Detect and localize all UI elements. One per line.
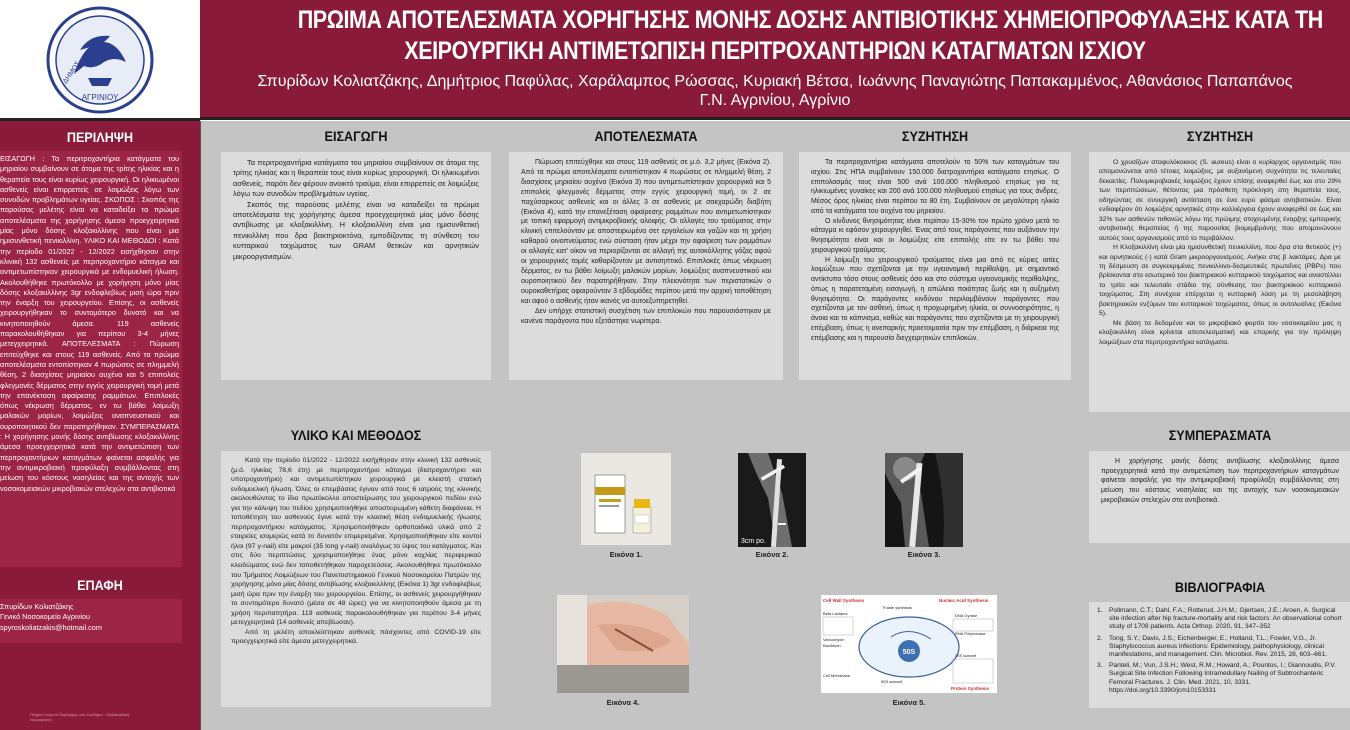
label-dna-gyrase: DNA Gyrase xyxy=(955,613,978,618)
ribosome-label: 50S xyxy=(902,649,916,656)
label-cell-wall: Cell Wall Synthesis xyxy=(823,598,865,603)
figure-5-caption: Εικόνα 5. xyxy=(892,698,926,707)
intro-panel xyxy=(221,152,491,380)
figure-2-caption: Εικόνα 2. xyxy=(755,550,789,559)
contact-box xyxy=(0,599,182,643)
label-30s: 30S subunit xyxy=(955,653,977,658)
conclusions-paragraph: Η χορήγησης μονής δόσης αντιβίωσης κλοξακιλλίνης άμεσα προεγχειρητικά κατά την αντιμετώπιση των περιτροχαντήριων καταγμάτων φαίνεται ασφαλής για την αντιμικροβιακή προφύλαξη συμβάλλοντας στη μείωση του κόστους νοσηλείας και της αντοχής των νοσοκομειακών μικροβιακών στελεχών στα αντιβιοτικά. xyxy=(1101,458,1339,504)
figure-4-caption: Εικόνα 4. xyxy=(606,698,640,707)
reference-3: 3. Panteli, M.; Vun, J.S.H.; West, R.M.; Howard, A.; Pountos, I.; Giannoudis, P.V. Surgical Site Infection Following Intramedullary Nailing of Subtrochanteric Femoral Fractures. J. Clin. Med. 2021, 10, 3331. https://doi.org/10.3390/jcm10153331 xyxy=(1097,662,1343,695)
label-cell-membrane: Cell Membrane xyxy=(823,673,851,678)
municipality-seal-logo xyxy=(44,4,156,116)
contact-org: Γενικό Νοσοκομείο Αγρινίου xyxy=(0,612,90,622)
bibliography-panel xyxy=(1089,602,1350,708)
poster-title xyxy=(297,5,1323,67)
conclusions-heading: ΣΥΜΠΕΡΑΣΜΑΤΑ xyxy=(1168,427,1272,443)
logo-area xyxy=(0,0,200,120)
figure-1-caption: Εικόνα 1. xyxy=(609,550,643,559)
reference-text: Tong, S.Y.; Davis, J.S.; Eichenberger, E.; Holland, T.L.; Fowler, V.G., Jr. Staphylococcus aureus infections: Epidemiology, pathophysiology, clinical manifestations, and management. Clin. Microbiol. Rev. 2015, 28, 603–661. xyxy=(1109,634,1327,659)
label-beta-lactams: Beta Lactams xyxy=(823,611,848,616)
discussion-panel-2 xyxy=(1089,152,1350,412)
summary-heading: ΠΕΡΙΛΗΨΗ xyxy=(66,129,134,145)
discussion-1-paragraph-3: Η λοίμωξη του χειρουργικού τραύματος είναι μια από τις κύριες αιτίες λοιμώξεων που σχετίζονται με την υγειονομική περίθαλψη, με σημαντικό αντίκτυπο τόσο στους ασθενείς όσο και στο σύστημα υγειονομικής περίθαλψης, όπως η παρατεταμένη εισαγωγή, η απώλεια ποιότητας ζωής και η αυξημένη θνησιμότητα. Οι παράγοντες κινδύνου περιλαμβάνουν παράγοντες που σχετίζονται με τον ασθενή, όπως η προχωρημένη ηλικία, οι συννοσηρότητες, η άνοια και το κάπνισμα, καθώς και παράγοντες που σχετίζονται με τη χειρουργική επέμβαση, όπως η ανεπαρκής προετοιμασία πριν την επέμβαση, η διάρκεια της επέμβασης και η παρουσία διεγχειρητικών επιπλοκών. xyxy=(811,256,1059,342)
label-rna-polymerase: RNA Polymerase xyxy=(955,631,986,636)
discussion-1-paragraph-1: Τα περιτροχαντήρια κατάγματα αποτελούν το 50% των καταγμάτων του ισχίου. Στις ΗΠΑ συμβαίνουν 150.000 διατροχαντήρια κατάγματα ετησίως. Ο επιπολασμός τους είναι 500 ανά 100.000 πληθυσμού ετησίως για τις ηλικιωμένες γυναίκες και 200 ανά 100.000 πληθυσμού ετησίως για τους άνδρες. Μέσος όρος ηλικίας είναι περίπου τα 80 έτη. Συμβαίνουν σε μεγαλύτερη ηλικία από τα κατάγματα του αυχένα του μηριαίου. xyxy=(811,159,1059,215)
reference-text: Panteli, M.; Vun, J.S.H.; West, R.M.; Howard, A.; Pountos, I.; Giannoudis, P.V. Surgical Site Infection Following Intramedullary Nailing of Subtrochanteric Femoral Fractures. J. Clin. Med. 2021, 10, 3331. https://doi.org/10.3390/jcm10153331 xyxy=(1109,662,1336,694)
label-nucleic-acid: Nucleic Acid Synthesis xyxy=(939,598,989,603)
label-folate: Folate synthesis xyxy=(883,605,912,610)
discussion-panel-1 xyxy=(799,152,1071,380)
figure-2-xray-nail xyxy=(738,453,806,547)
figure-3-xray-hip xyxy=(885,453,963,547)
results-panel xyxy=(509,152,783,380)
discussion-1-paragraph-2: Ο κίνδυνος θνησιμότητας είναι περίπου 15-30% τον πρώτο χρόνο μετά το κάταγμα κι εφόσον χειρουργηθεί. Ένας από τους παράγοντες που αυξάνουν την θνησιμότητα είναι και οι λοιμώξεις είτε επιπολής είτε εν τω βάθει του χειρουργικού τραύματος. xyxy=(811,217,1059,254)
svg-text:ΔΗΜΟΣ: ΔΗΜΟΣ xyxy=(61,60,83,86)
results-heading: ΑΠΟΤΕΛΕΣΜΑΤΑ xyxy=(594,128,698,144)
methods-paragraph-1: Κατά την περίοδο 01/2022 - 12/2022 εισήχθησαν στην κλινική 132 ασθενείς (μ.ό. ηλικίας 78,6 έτη) με περιτροχαντήριο κάταγμα (διατροχαντήριο και υποτροχαντήριο) και αντιμετωπίστηκαν χειρουργικά με κλειστή στατική ενδομυελική ήλωση. Όλες οι επεμβάσεις έγιναν από τους 6 ιατρούς της κλινικής ακολουθώντας το ίδιο πρωτόκολλο αποστείρωσης του χειρουργικού πεδίου ενώ για την κάλυψη του πεδίου χρησιμοποιήθηκε αποστειρωμένη κάθετη διαφάνεια. Η τοποθέτηση του ασθενούς έγινε κατά την κλασική θέση ενδομυελικής ήλωσης περιτροχαντήριου κατάγματος. Χρησιμοποιήθηκαν ορθοπαιδικά υλικά από 2 εταιρείες ισομερώς κατά το δυνατόν επιμερισμένα. Χρησιμοποιήθηκαν είτε κοντοί ήλοι (97 γ-nail) είτε μακροί (35 long γ-nail) αναλόγως το ύψος του κατάγματος. Και στις δύο περιπτώσεις χρησιμοποιήθηκε ένας μόνο κοχλίας περιφερικού κλειδώματος ενώ δεν τοποθετήθηκαν παροχετεύσεις. Ακολουθήθηκε πρωτόκολλο του Τμήματος Λοιμώξεων του Πανεπιστημιακού Γενικού Νοσοκομείου Πατρών της χορήγησης μόνο μίας δόσης αντιβίωσης κλοξακιλλίνης (Εικόνα 1) 3gr ενδοφλεβίως μισή ώρα πριν την έναρξη του χειρουργείου. Επίσης, οι ασθενείς χειρουργήθηκαν το συντομότερο δυνατό (μέσα σε 48 ώρες) για να κινητοποιηθούν άμεσα με τη χρήση περιπατητήρα. 119 ασθενείς παρακολουθήθηκαν για περίπου 3-4 μήνες μετεγχειρητικά (14 ασθενείς απεβίωσαν). xyxy=(231,457,482,627)
label-vancomycin: Vancomycin xyxy=(823,637,845,642)
methods-heading: ΥΛΙΚΟ ΚΑΙ ΜΕΘΟΔΟΣ xyxy=(290,427,422,443)
contact-email[interactable]: spyroskoliatzakis@hotmail.com xyxy=(0,622,102,632)
figure-1-antibiotic-vial xyxy=(581,453,671,545)
label-50s: 50S subunit xyxy=(881,679,903,684)
footer-note: Πλήρες Κείμενο Περίληψης στο Συνέδριο · Ορθοπαιδική Χειρουργική xyxy=(30,712,130,722)
intro-heading: ΕΙΣΑΓΩΓΗ xyxy=(324,128,388,144)
svg-text:ΑΓΡΙΝΙΟΥ: ΑΓΡΙΝΙΟΥ xyxy=(81,93,119,102)
poster-header xyxy=(200,0,1350,120)
results-paragraph-2: Δεν υπήρχε στατιστική συσχέτιση των επιπλοκών που παρουσιάστηκαν με κανένα παράγοντα που εξετάστηκε νωρίτερα. xyxy=(521,307,771,325)
intro-paragraph-1: Τα περιτροχαντήρια κατάγματα του μηριαίου συμβαίνουν σε άτομα της τρίτης ηλικίας και η θεραπεία τους είναι κυρίως χειρουργική. Οι ηλικιωμένοι ασθενείς, παρότι δεν φέρουν ανοικτό τραύμα, είναι επιρρεπείς σε λοιμώξεις λόγω των συνοδών προβλημάτων υγείας. xyxy=(233,158,479,199)
reference-2: 2. Tong, S.Y.; Davis, J.S.; Eichenberger, E.; Holland, T.L.; Fowler, V.G., Jr. Staphylococcus aureus infections: Epidemiology, pathophysiology, clinical manifestations, and management. Clin. Microbiol. Rev. 2015, 28, 603–661. xyxy=(1097,635,1343,660)
figure-4-wound-photo xyxy=(557,595,689,693)
results-paragraph-1: Πώρωση επιτεύχθηκε και στους 119 ασθενείς σε μ.ό. 3,2 μήνες (Εικόνα 2). Από τα πρώιμα αποτελέσματα εντοπίστηκαν 4 πωρώσεις σε πλημμελή θέση, 2 διασχίσεις μηριαίου αυχένα (Εικόνα 3) που αντιμετωπίστηκαν χειρουργικά και 5 επιπολείς φλεγμονές δέρματος στην εγγύς χειρουργική τομή, οι 2 σε παχύσαρκους ασθενείς και οι άλλες 3 σε ασθενείς με σακχαρώδη διαβήτη (Εικόνα 4), κατά την επανεξέταση αφαίρεσης ραμμάτων που αντιμετωπίστηκαν με τοπική εφαρμογή αντιμικροβιακής αλοιφής. Οι αλλαγές του τραύματος στην κλινική επιτελούνταν με αποστειρωμένα σετ εργαλείων και γαζών και τη χρήση καθαρού οινοπνεύματος ενώ σύσταση ήταν μέχρι την αφαίρεση των ραμμάτων οι αλλαγές κατ' οίκον να περιορίζονται σε αλλαγή της αυτοκόλλητης γάζας αφού οι χειρουργικές τομές καθαρίζονταν με αντισηπτικό. Επιπλοκές όπως νέκρωση δέρματος, εν τω βάθει λοίμωξη μαλακών μορίων, λοιμώξεις αναπνευστικού και ουροποιητικού δεν παρατηρήθηκαν. Στην πλειονότητα των περιστατικών ο ουροκαθετήρας αφαιρούνταν 3 εβδομάδες περίπου μετά την αρχική τοποθέτηση και αφού ο ασθενής ήταν ικανός να αυτοεξυπηρετηθεί. xyxy=(521,159,771,305)
contact-heading: ΕΠΑΦΗ xyxy=(77,577,123,593)
discussion-2-paragraph-2: Η Κλοξακιλλίνη είναι μία ημισυνθετική πενικιλλίνη, που δρα στα θετικούς (+) και αρνητικούς (-) κατά Gram μικροοργανισμούς. Ανήκει στις β λακτάμες. Δρα με τη δέσμευση σε συγκεκριμένες πενικιλλινο-δεσμευτικές πρωτεΐνες (PBPs) που βρίσκονται στο εσωτερικό του βακτηριακού κυτταρικού τοιχώματος και αναστέλλει το τρίτο και τελευταίο στάδιο της σύνθεσης του βακτηριακού κυτταρικού τοιχώματος. Στη συνέχεια επέρχεται η κυτταρική λύση με τη μεσολάβηση βακτηριακών ενζύμων του κυτταρικού τοιχώματος, όπως οι αυτολυσίνες (Εικόνα 5). xyxy=(1099,244,1341,318)
discussion-heading-1: ΣΥΖΗΤΗΣΗ xyxy=(901,128,969,144)
discussion-2-paragraph-3: Με βάση τα δεδομένα και το μικροβιακό φορτίο του νοσοκομείου μας η κλοξακιλλίνη είναι κρίνεται αποτελεσματική και επαρκής για την πρόληψη λοιμώξεων στα περιτροχαντήρια κατάγματα. xyxy=(1099,319,1341,346)
contact-name: Σπυρίδων Κολιατζάκης xyxy=(0,602,74,611)
figure-3-caption: Εικόνα 3. xyxy=(907,550,941,559)
left-sidebar xyxy=(0,121,200,730)
methods-panel xyxy=(221,451,491,707)
main-content xyxy=(200,121,1350,730)
discussion-heading-2: ΣΥΖΗΤΗΣΗ xyxy=(1186,128,1254,144)
bibliography-heading: ΒΙΒΛΙΟΓΡΑΦΙΑ xyxy=(1174,579,1266,595)
intro-paragraph-2: Σκοπός της παρούσας μελέτης είναι να καταδείξει τα πρώιμα αποτελέσματα της χορήγησης άμεσα προεγχειρητικά μίας μόνο δόσης αντιβίωσης με κλοξακιλλίνη. Η κλοξακιλλίνη είναι μια ημισυνθετική πενικιλλίνη που δρα βακτηριοκτόνα, εμποδίζοντας τη σύνθεση του κυτταρικού τοιχώματος των GRAM θετικών και αρνητικών μικροοργανισμών. xyxy=(233,199,479,261)
label-protein-synthesis: Protein Synthesis xyxy=(951,686,990,691)
authors: Σπυρίδων Κολιατζάκης, Δημήτριος Παφύλας, Χαράλαμπος Ρώσσας, Κυριακή Βέτσα, Ιωάννης Παναγιώτης Παπακαμμένος, Αθανάσιος Παπαπάνος xyxy=(257,73,1293,90)
discussion-2-paragraph-1: Ο χρυσίζων σταφυλόκοκκος (S. aureus) είναι ο κυρίαρχος οργανισμός που απομονώνεται από τέτοιες λοιμώξεις, με αυξανόμενη συχνότητα τις τελευταίες δεκαετίες. Πολυμικροβιακές λοιμώξεις έχουν επίσης αναφερθεί έως και στο 29% των περιπτώσεων, θέτοντας μια πρόσθετη πρόκληση στη θεραπεία τους, οδηγώντας σε συνεργική αντίσταση σε ένα ευρύ φάσμα αντιβιοτικών. Είναι ενδιαφέρον ότι λοιμώξεις αρνητικές στην καλλιέργεια έχουν αναφερθεί σε έως και 32% των ασθενών πιθανώς λόγω της πρώιμης στοχευμένης έναρξης εμπειρικής αντιβιοτικής θεραπείας ή της παρουσίας βιομεμβράνης που απομονώνουν αυτούς τους οργανισμούς από το περιβάλλον. xyxy=(1099,159,1341,242)
reference-text: Pollmann, C.T.; Dahl, F.A.; Rotterud, J.H.M.; Gjertsen, J.E.; Aroen, A. Surgical site infection after hip fracture-mortality and risk factors: An observational cohort study of 1709 patients. Acta Orthop. 2020, 91, 347–352 xyxy=(1109,607,1342,631)
figure-5-antibiotic-mechanism-diagram xyxy=(821,595,997,693)
summary-text: ΕΙΣΑΓΩΓΗ : Τα περιτροχαντήρια κατάγματα του μηριαίου συμβαίνουν σε άτομα της τρίτης ηλικίας και η θεραπεία τους είναι κυρίως χειρουργική. Οι ηλικιωμένοι ασθενείς είναι επιρρεπείς σε λοιμώξεις λόγω των συνοδών προβλημάτων υγείας. ΣΚΟΠΟΣ : Σκοπός της παρούσας μελέτης είναι να καταδείξει τα πρώιμα αποτελέσματα της χορήγησης άμεσα προεγχειρητικά μίας μόνο δόσης κλοξακιλλίνης που είναι μια ημισυνθετική πενικιλλίνη. ΥΛΙΚΟ ΚΑΙ ΜΕΘΟΔΟΙ : Κατά την περίοδο 01/2022 - 12/2022 εισήχθησαν στην κλινική 132 ασθενείς με περιτροχαντήριο κάταγμα και αντιμετωπίστηκαν χειρουργικά με ενδομυελική ήλωση. Ακολουθήθηκε πρωτόκολλο με χορήγηση μόνο μίας δόσης κλοξακιλλίνης 3gr ενδοφλεβίως μισή ώρα πριν την έναρξη του χειρουργείου. Επίσης, οι ασθενείς χειρουργήθηκαν το συντομότερο δυνατό και να κινητοποιηθούν άμεσα. 119 ασθενείς παρακολουθήθηκαν για περίπου 3-4 μήνες μετεγχειρητικά. ΑΠΟΤΕΛΕΣΜΑΤΑ : Πώρωση επιτεύχθηκε και στους 119 ασθενείς. Από τα πρώιμα αποτελέσματα εντοπίστηκαν 4 πωρώσεις σε πλημμελή θέση, 2 διασχίσεις μηριαίου αυχένα και 5 επιπολείς φλεγμονές δέρματος στην εγγύς χειρουργική τομή μετά την επανέκταση αφαίρεσης ραμμάτων. Επιπλοκές όπως νέκρωση δέρματος, εν τω βάθει λοίμωξη μαλακών μορίων, λοιμώξεις αναπνευστικού και ουροποιητικού δεν παρατηρήθηκαν. ΣΥΜΠΕΡΑΣΜΑΤΑ : Η χορήγησης μονής δόσης αντιβίωσης κλοξακιλλίνης άμεσα προεγχειρητικά κατά την αντιμετώπιση των περιτροχαντήριων καταγμάτων φαίνεται ασφαλής για την αντιμικροβιακή προφύλαξη συμβάλλοντας στη μείωση του κόστους νοσηλείας και της αντοχής των νοσοκομειακών μικροβιακών στελεχών στα αντιβιοτικά xyxy=(0,151,182,567)
conclusions-panel xyxy=(1089,451,1350,543)
affiliation: Γ.Ν. Αγρινίου, Αγρίνιο xyxy=(699,92,851,109)
title-line-2: ΧΕΙΡΟΥΡΓΙΚΗ ΑΝΤΙΜΕΤΩΠΙΣΗ ΠΕΡΙΤΡΟΧΑΝΤΗΡΙΩΝ ΚΑΤΑΓΜΑΤΩΝ ΙΣΧΙΟΥ xyxy=(404,37,1146,65)
title-line-1: ΠΡΩΙΜΑ ΑΠΟΤΕΛΕΣΜΑΤΑ ΧΟΡΗΓΗΣΗΣ ΜΟΝΗΣ ΔΟΣΗΣ ΑΝΤΙΒΙΟΤΙΚΗΣ ΧΗΜΕΙΟΠΡΟΦΥΛΑΞΗΣ ΚΑΤΑ ΤΗ xyxy=(297,6,1323,34)
figure-2-scale-label: 3cm po. xyxy=(741,538,766,545)
label-bacitracin: Bacitracin xyxy=(823,643,841,648)
methods-paragraph-2: Από τη μελέτη αποκλείστηκαν ασθενείς πάσχοντες από COVID-19 είτε προεγχειρητικά είτε άμεσα μετεγχειρητικά. xyxy=(231,628,481,646)
reference-1: 1. Pollmann, C.T.; Dahl, F.A.; Rotterud, J.H.M.; Gjertsen, J.E.; Aroen, A. Surgical site infection after hip fracture-mortality and risk factors: An observational cohort study of 1709 patients. Acta Orthop. 2020, 91, 347–352 xyxy=(1097,607,1342,631)
